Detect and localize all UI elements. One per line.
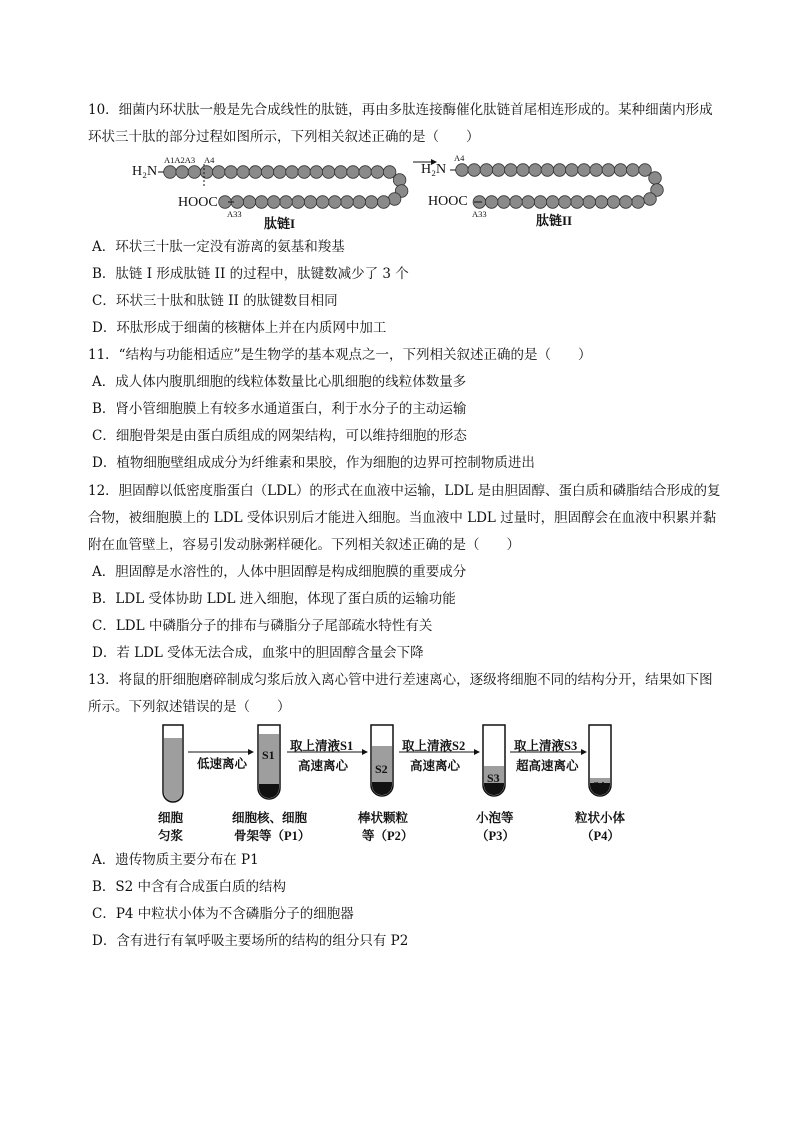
- tube0-label-2: 匀浆: [158, 829, 184, 843]
- amino-acid-bead: [298, 166, 311, 179]
- q10-stem-line2: 环状三十肽的部分过程如图所示，下列相关叙述正确的是（ ）: [88, 129, 480, 145]
- step3-bottom: 高速离心: [410, 759, 461, 773]
- amino-acid-bead: [347, 166, 360, 179]
- a4-label-1: A4: [204, 155, 215, 165]
- amino-acid-bead: [620, 196, 633, 209]
- step2-bottom: 高速离心: [298, 759, 349, 773]
- amino-acid-bead: [553, 164, 566, 177]
- a4-label-2: A4: [454, 153, 465, 163]
- tube2-label-1: 棒状颗粒: [358, 811, 409, 825]
- tube-p2: [371, 725, 393, 796]
- s3-label: S3: [487, 771, 500, 785]
- step2-top: 取上清液S1: [290, 739, 354, 753]
- q10-option-b[interactable]: B．肽链 I 形成肽链 II 的过程中，肽键数减少了 3 个: [92, 266, 409, 282]
- amino-acid-bead: [353, 196, 366, 209]
- q10-option-d[interactable]: D．环肽形成于细菌的核糖体上并在内质网中加工: [92, 320, 387, 336]
- amino-acid-bead: [541, 164, 554, 177]
- amino-acid-bead: [590, 164, 603, 177]
- chain2-label: 肽链II: [536, 213, 573, 228]
- tube4-label-2: （P4）: [581, 829, 620, 843]
- tube1-label-1: 细胞核、细胞: [232, 811, 308, 825]
- amino-acid-bead: [627, 164, 640, 177]
- s1-label: S1: [262, 748, 275, 762]
- chain1-label: 肽链I: [264, 216, 296, 231]
- q12-stem-line2: 合物，被细胞膜上的 LDL 受体识别后才能进入细胞。当血液中 LDL 过量时，胆固醇会在血液中积累并黏: [88, 510, 717, 526]
- q11-option-b[interactable]: B．肾小管细胞膜上有较多水通道蛋白，利于水分子的主动运输: [92, 401, 467, 417]
- q10-option-c[interactable]: C．环状三十肽和肽链 II 的肽键数目相同: [92, 293, 338, 309]
- amino-acid-bead: [292, 196, 305, 209]
- amino-acid-bead: [280, 196, 293, 209]
- amino-acid-bead: [335, 166, 348, 179]
- h2n-label-1: H₂N: [132, 164, 158, 179]
- amino-acid-bead: [365, 196, 378, 209]
- amino-acid-bead: [316, 196, 329, 209]
- tube2-label-2: 等（P2）: [362, 829, 414, 843]
- amino-acid-bead: [480, 164, 493, 177]
- amino-acid-bead: [546, 196, 559, 209]
- amino-acid-bead: [310, 166, 323, 179]
- q11-stem-line1: 11．“结构与功能相适应”是生物学的基本观点之一，下列相关叙述正确的是（ ）: [88, 347, 592, 363]
- tube3-label-1: 小泡等: [476, 811, 514, 825]
- q10-option-a[interactable]: A．环状三十肽一定没有游离的氨基和羧基: [92, 239, 345, 255]
- amino-acid-bead: [164, 166, 177, 179]
- amino-acid-bead: [566, 164, 579, 177]
- amino-acid-bead: [329, 196, 342, 209]
- amino-acid-bead: [341, 196, 354, 209]
- amino-acid-bead: [649, 172, 662, 185]
- tube1-label-2: 骨架等（P1）: [234, 829, 311, 843]
- amino-acid-bead: [304, 196, 317, 209]
- q11-option-d[interactable]: D．植物细胞壁组成成分为纤维素和果胶，作为细胞的边界可控制物质进出: [92, 455, 535, 471]
- amino-acid-bead: [607, 196, 620, 209]
- step4-top: 取上清液S3: [514, 739, 578, 753]
- amino-acid-bead: [393, 174, 406, 187]
- amino-acid-bead: [377, 196, 390, 209]
- amino-acid-bead: [468, 164, 481, 177]
- amino-acid-bead: [529, 164, 542, 177]
- amino-acid-bead: [322, 166, 335, 179]
- tube-homogenate: [163, 725, 183, 802]
- amino-acid-bead: [213, 166, 226, 179]
- amino-acid-bead: [371, 166, 384, 179]
- amino-acid-bead: [255, 196, 268, 209]
- hooc-label-2: HOOC: [428, 194, 468, 209]
- amino-acid-bead: [485, 196, 498, 209]
- amino-acid-bead: [200, 166, 213, 179]
- amino-acid-bead: [510, 196, 523, 209]
- q10-stem-line1: 10．细菌内环状肽一般是先合成线性的肽链，再由多肽连接酶催化肽链首尾相连形成的。某种细菌内形成: [88, 102, 713, 118]
- tube3-label-2: （P3）: [476, 829, 515, 843]
- q12-option-a[interactable]: A．胆固醇是水溶性的，人体中胆固醇是构成细胞膜的重要成分: [92, 564, 467, 580]
- amino-acid-bead: [644, 193, 657, 206]
- amino-acid-bead: [261, 166, 274, 179]
- q12-option-c[interactable]: C．LDL 中磷脂分子的排布与磷脂分子尾部疏水特性有关: [92, 618, 433, 634]
- q12-option-b[interactable]: B．LDL 受体协助 LDL 进入细胞，体现了蛋白质的运输功能: [92, 591, 456, 607]
- q13-figure: [150, 720, 630, 845]
- amino-acid-bead: [274, 166, 287, 179]
- amino-acid-bead: [243, 196, 256, 209]
- amino-acid-bead: [517, 164, 530, 177]
- step4-bottom: 超高速离心: [516, 759, 579, 773]
- s4-label: S4: [593, 780, 605, 792]
- amino-acid-bead: [559, 196, 572, 209]
- chain2-beads: [456, 164, 664, 209]
- s2-label: S2: [375, 762, 388, 776]
- amino-acid-bead: [595, 196, 608, 209]
- q13-option-c[interactable]: C．P4 中粒状小体为不含磷脂分子的细胞器: [92, 906, 354, 922]
- amino-acid-bead: [534, 196, 547, 209]
- amino-acid-bead: [249, 166, 262, 179]
- step3-top: 取上清液S2: [402, 739, 466, 753]
- amino-acid-bead: [602, 164, 615, 177]
- amino-acid-bead: [225, 166, 238, 179]
- amino-acid-bead: [456, 164, 469, 177]
- a33-label-1: A33: [227, 209, 242, 219]
- amino-acid-bead: [632, 196, 645, 209]
- q11-option-c[interactable]: C．细胞骨架是由蛋白质组成的网架结构，可以维持细胞的形态: [92, 428, 467, 444]
- tube4-label-1: 粒状小体: [575, 811, 626, 825]
- amino-acid-bead: [571, 196, 584, 209]
- amino-acid-bead: [492, 164, 505, 177]
- q10-figure: [128, 150, 668, 230]
- q13-stem-line2: 所示。下列叙述错误的是（ ）: [88, 699, 291, 715]
- q13-stem-line1: 13．将鼠的肝细胞磨碎制成匀浆后放入离心管中进行差速离心，逐级将细胞不同的结构分开，结果如下图: [88, 672, 713, 688]
- amino-acid-bead: [286, 166, 299, 179]
- q13-option-a[interactable]: A．遗传物质主要分布在 P1: [92, 852, 259, 868]
- amino-acid-bead: [522, 196, 535, 209]
- q11-option-a[interactable]: A．成人体内腹肌细胞的线粒体数量比心肌细胞的线粒体数量多: [92, 374, 467, 390]
- q13-option-d[interactable]: D．含有进行有氧呼吸主要场所的结构的组分只有 P2: [92, 933, 409, 949]
- a33-label-2: A33: [472, 209, 487, 219]
- amino-acid-bead: [359, 166, 372, 179]
- amino-acid-bead: [614, 164, 627, 177]
- amino-acid-bead: [583, 196, 596, 209]
- amino-acid-bead: [237, 166, 250, 179]
- q12-option-d[interactable]: D．若 LDL 受体无法合成，血浆中的胆固醇含量会下降: [92, 645, 424, 661]
- a1a2a3-label: A1A2A3: [164, 155, 196, 165]
- q13-option-b[interactable]: B．S2 中含有合成蛋白质的结构: [92, 879, 287, 895]
- amino-acid-bead: [498, 196, 511, 209]
- amino-acid-bead: [505, 164, 518, 177]
- amino-acid-bead: [188, 166, 201, 179]
- tube0-label-1: 细胞: [158, 811, 184, 825]
- amino-acid-bead: [268, 196, 281, 209]
- hooc-label-1: HOOC: [178, 195, 218, 210]
- amino-acid-bead: [176, 166, 189, 179]
- q12-stem-line3: 附在血管壁上，容易引发动脉粥样硬化。下列相关叙述正确的是（ ）: [88, 537, 520, 553]
- q12-stem-line1: 12．胆固醇以低密度脂蛋白（LDL）的形式在血液中运输，LDL 是由胆固醇、蛋白质和磷脂结合形成的复: [88, 483, 721, 499]
- amino-acid-bead: [578, 164, 591, 177]
- step1-label: 低速离心: [197, 757, 248, 771]
- amino-acid-bead: [388, 193, 401, 206]
- h2n-label-2: H₂N: [421, 162, 447, 177]
